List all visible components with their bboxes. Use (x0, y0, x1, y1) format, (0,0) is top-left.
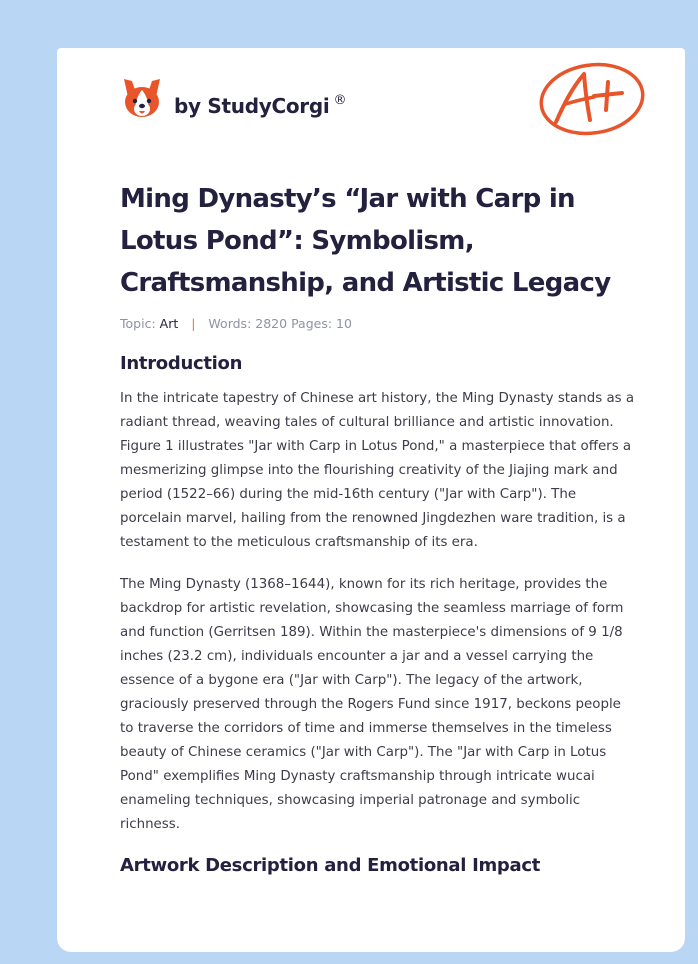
topic-label: Topic: (120, 316, 156, 331)
brand-text: by StudyCorgi (174, 94, 330, 118)
words-label: Words: (208, 316, 252, 331)
topic-value[interactable]: Art (159, 316, 179, 331)
meta-separator: | (191, 316, 196, 331)
document-page (57, 48, 685, 952)
paragraph: In the intricate tapestry of Chinese art history, the Ming Dynasty stands as a radiant thread, weaving tales of cultural brilliance and artistic innovation. Figure 1 illustrates "Jar with Carp in Lotus Pond," a masterpiece that offers a mesmerizing glimpse into the flourishing creativity of the Jiajing mark and period (1522–66) during the mid-16th century ("Jar with Carp"). The porcelain marvel, hailing from the renowned Jingdezhen ware tradition, is a testament to the meticulous craftsmanship of its era. (120, 391, 635, 550)
words-value: 2820 (255, 316, 288, 331)
paragraph: The Ming Dynasty (1368–1644), known for its rich heritage, provides the backdrop for artistic revelation, showcasing the seamless marriage of form and function (Gerritsen 189). Within the masterpiece's dimensions of 9 1/8 inches (23.2 cm), individuals encounter a jar and a vessel carrying the essence of a bygone era ("Jar with Carp"). The legacy of the artwork, graciously preserved through the Rogers Fund since 1917, beckons people to traverse the corridors of time and immerse themselves in the timeless beauty of Chinese ceramics ("Jar with Carp"). The "Jar with Carp in Lotus Pond" exemplifies Ming Dynasty craftsmanship through intricate wucai enameling techniques, showcasing imperial patronage and symbolic richness. (120, 577, 624, 832)
pages-value: 10 (336, 316, 352, 331)
section-heading-artwork-description: Artwork Description and Emotional Impact (120, 855, 541, 876)
brand-name[interactable] (174, 94, 346, 118)
document-content (120, 178, 635, 876)
registered-mark: ® (333, 93, 347, 108)
a-plus-icon (538, 60, 646, 138)
corgi-icon[interactable] (122, 77, 162, 121)
header (57, 48, 685, 158)
document-meta (120, 316, 635, 331)
page-title: Ming Dynasty’s “Jar with Carp in Lotus Pond”: Symbolism, Craftsmanship, and Artistic Legacy (120, 184, 611, 298)
pages-label: Pages: (291, 316, 333, 331)
section-heading-introduction: Introduction (120, 353, 243, 374)
